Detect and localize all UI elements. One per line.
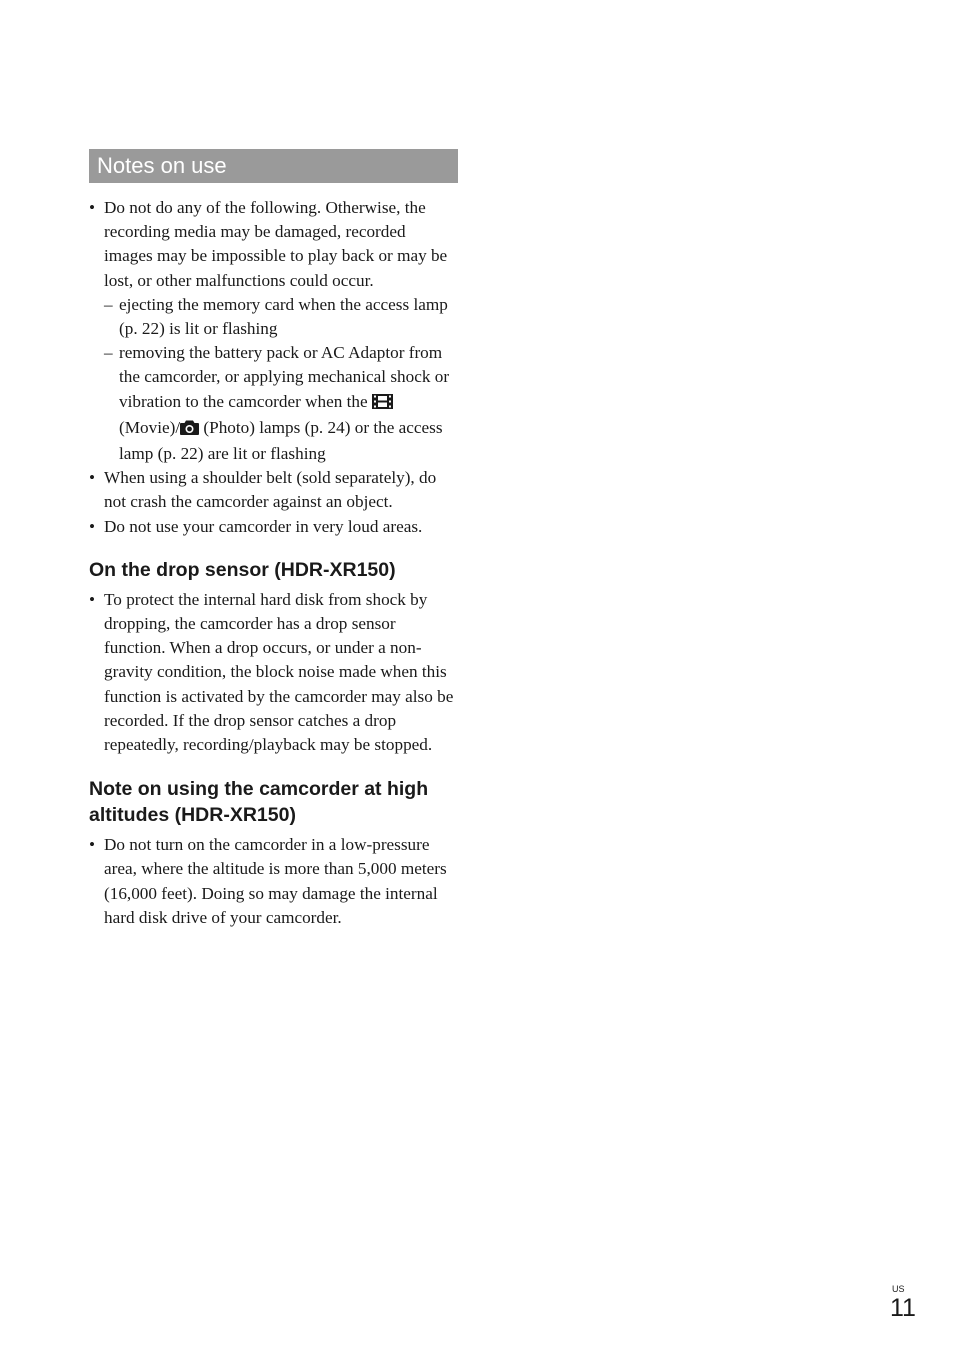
subheading-high-altitudes: Note on using the camcorder at high altitudes (HDR-XR150): [89, 778, 429, 827]
high-altitudes-list: [89, 833, 458, 930]
page-number-block: [890, 1284, 930, 1322]
section-title-notes-on-use: Notes on use: [89, 149, 458, 183]
drop-sensor-list: [89, 588, 458, 757]
main-column: [89, 149, 458, 930]
list-item-text: To protect the internal hard disk from shock by dropping, the camcorder has a drop sensor function. When a drop occurs, or under a non-gravity condition, the block noise made when this function is activated by the camcorder may also be recorded. If the drop sensor catches a drop repeatedly, recording/playback may be stopped.: [104, 589, 454, 755]
list-item-text: Do not use your camcorder in very loud areas.: [104, 516, 423, 536]
movie-film-icon: [372, 392, 393, 416]
region-code: US: [892, 1284, 905, 1294]
notes-on-use-list: [89, 196, 458, 539]
bullet-marker: •: [89, 835, 96, 855]
bullet-marker: •: [89, 589, 96, 609]
dash-marker: –: [104, 343, 113, 363]
sub-list-item: [104, 293, 458, 341]
sub-list-item-text: removing the battery pack or AC Adaptor from the camcorder, or applying mechanical shock or vibration to the camcorder when the: [119, 343, 450, 411]
list-item: [89, 196, 458, 466]
subheading-drop-sensor: On the drop sensor (HDR-XR150): [89, 558, 396, 581]
sub-list-item-text: ejecting the memory card when the access lamp (p. 22) is lit or flashing: [119, 294, 448, 339]
sub-list-item-text: (Photo) lamps (p. 24) or the access lamp (p. 22) are lit or flashing: [119, 417, 443, 464]
list-item: [89, 833, 458, 930]
bullet-marker: •: [89, 516, 96, 536]
dash-marker: –: [104, 294, 113, 314]
bullet-marker: •: [89, 468, 96, 488]
list-item: [89, 515, 458, 539]
sub-list-item-text: (Movie)/: [119, 417, 181, 437]
camera-icon: [180, 418, 199, 442]
list-item-text: When using a shoulder belt (sold separately), do not crash the camcorder against an object.: [104, 468, 437, 512]
sub-list-item: [104, 341, 458, 466]
list-item: [89, 466, 458, 514]
list-item: [89, 588, 458, 757]
list-item-text: Do not turn on the camcorder in a low-pressure area, where the altitude is more than 5,000 meters (16,000 feet). Doing so may damage the internal hard disk drive of your camcorder.: [104, 835, 447, 927]
bullet-marker: •: [89, 198, 96, 217]
list-item-text: Do not do any of the following. Otherwise, the recording media may be damaged, recorded images may be impossible to play back or may be lost, or other malfunctions could occur.: [104, 198, 448, 290]
page-number: 11: [890, 1294, 916, 1322]
sub-list: [104, 293, 458, 466]
